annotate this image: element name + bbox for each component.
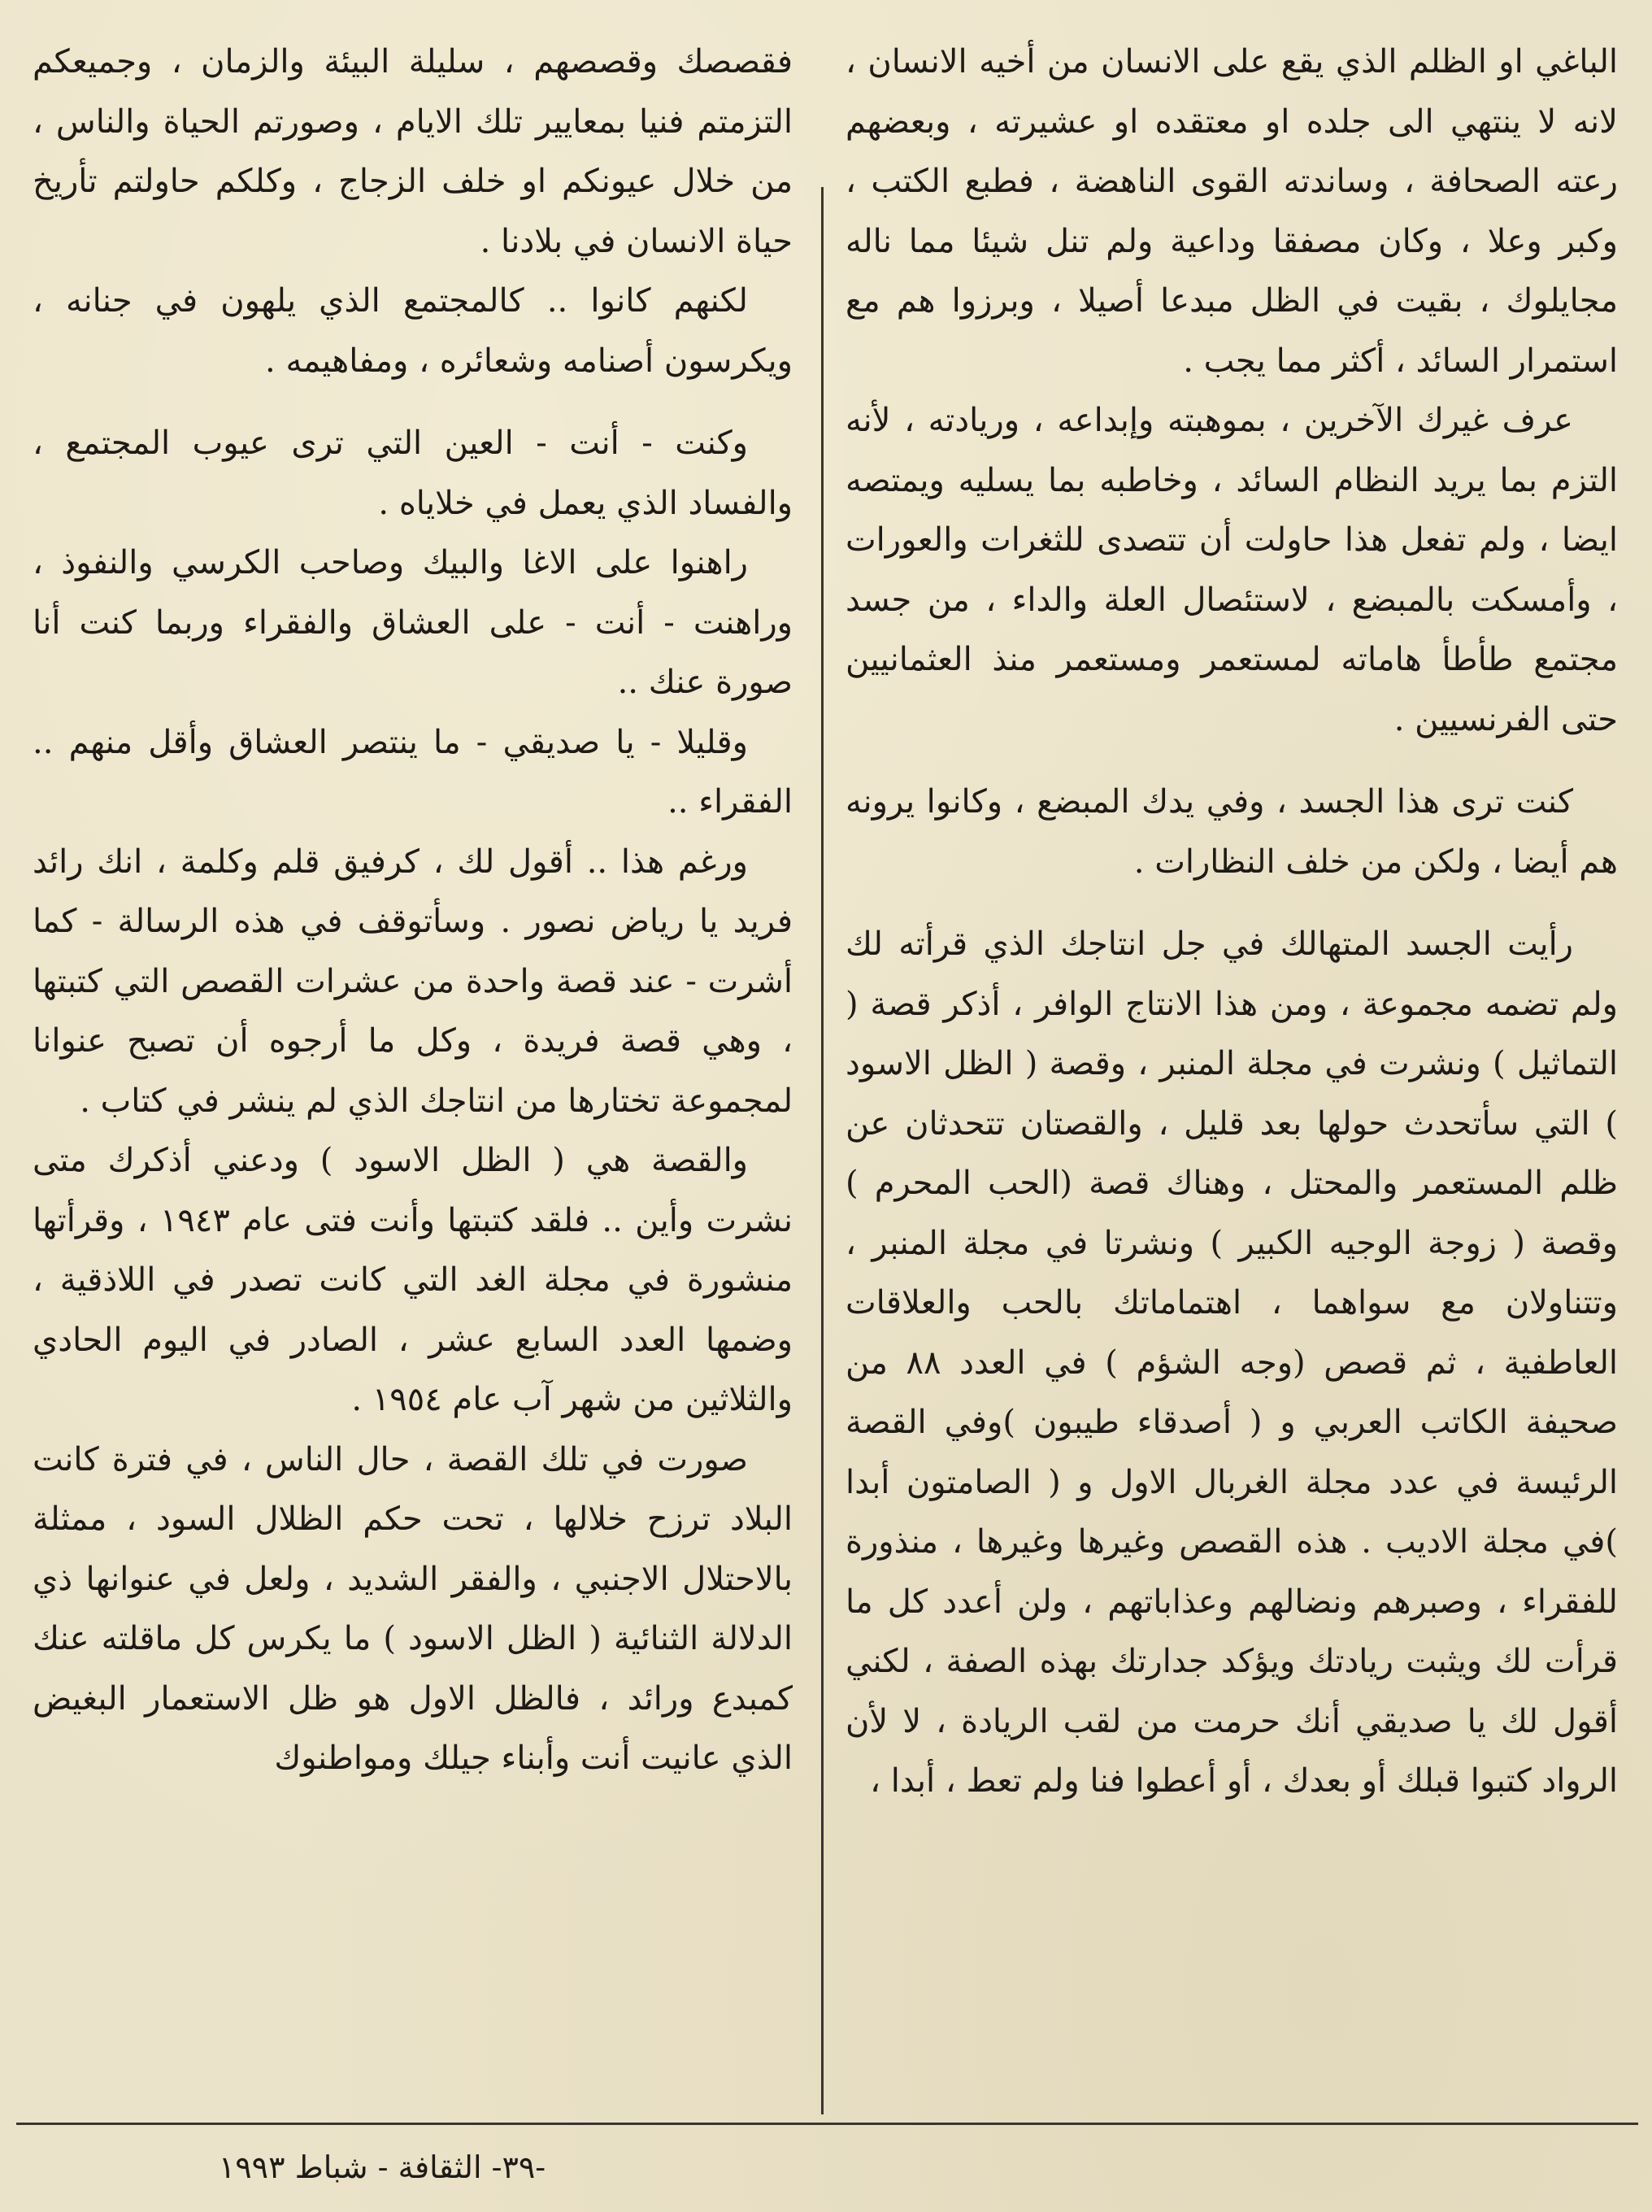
paragraph: صورت في تلك القصة ، حال الناس ، في فترة كانت البلاد ترزح خلالها ، تحت حكم الظلال السود ، ممثلة بالاحتلال الاجنبي ، والفقر الشديد ، ولعل في عنوانها ذي الدلالة الثنائية ( الظل الاسود ) ما يكرس كل ماقلته عنك كمبدع ورائد ، فالظل الاول هو ظل الاستعمار البغيض الذي عانيت أنت وأبناء جيلك ومواطنوك [33,1440,793,1777]
paragraph: رأيت الجسد المتهالك في جل انتاجك الذي قرأته لك ولم تضمه مجموعة ، ومن هذا الانتاج الوافر ، أذكر قصة ( التماثيل ) ونشرت في مجلة المنبر ، وقصة ( الظل الاسود ) التي سأتحدث حولها بعد قليل ، والقصتان تتحدثان عن ظلم المستعمر والمحتل ، وهناك قصة (الحب المحرم ) وقصة ( زوجة الوجيه الكبير ) ونشرتا في مجلة المنبر ، وتتناولان مع سواهما ، اهتماماتك بالحب والعلاقات العاطفية ، ثم قصص (وجه الشؤم ) في العدد ٨٨ من صحيفة الكاتب العربي و ( أصدقاء طيبون )وفي القصة الرئيسة في عدد مجلة الغربال الاول و ( الصامتون أبدا )في مجلة الاديب . هذه القصص وغيرها وغيرها ، منذورة للفقراء ، وصبرهم ونضالهم وعذاباتهم ، ولن أعدد كل ما قرأت لك ويثبت ريادتك ويؤكد جدارتك بهذه الصفة ، لكني أقول لك يا صديقي أنك حرمت من لقب الريادة ، لا لأن الرواد كتبوا قبلك أو بعدك ، أو أعطوا فنا ولم تعط ، أبدا ، [846,925,1618,1800]
paragraph: فقصصك وقصصهم ، سليلة البيئة والزمان ، وجميعكم التزمتم فنيا بمعايير تلك الايام ، وصورتم الحياة والناس ، من خلال عيونكم او خلف الزجاج ، وكلكم حاولتم تأريخ حياة الانسان في بلادنا . [33,43,793,260]
paragraph: والقصة هي ( الظل الاسود ) ودعني أذكرك متى نشرت وأين .. فلقد كتبتها وأنت فتى عام ١٩٤٣ ، وقرأتها منشورة في مجلة الغد التي كانت تصدر في اللاذقية ، وضمها العدد السابع عشر ، الصادر في اليوم الحادي والثلاثين من شهر آب عام ١٩٥٤ . [33,1142,793,1418]
paragraph: ورغم هذا .. أقول لك ، كرفيق قلم وكلمة ، انك رائد فريد يا رياض نصور . وسأتوقف في هذه الرسالة - كما أشرت - عند قصة واحدة من عشرات القصص التي كتبتها ، وهي قصة فريدة ، وكل ما أرجوه أن تصبح عنوانا لمجموعة تختارها من انتاجك الذي لم ينشر في كتاب . [33,843,793,1120]
article-column-right [846,33,1618,2082]
footer-divider [16,2123,1638,2125]
paragraph: وقليلا - يا صديقي - ما ينتصر العشاق وأقل منهم .. الفقراء .. [33,723,793,821]
paragraph: الباغي او الظلم الذي يقع على الانسان من أخيه الانسان ، لانه لا ينتهي الى جلده او معتقده او عشيرته ، وبعضهم رعته الصحافة ، وساندته القوى الناهضة ، فطبع الكتب ، وكبر وعلا ، وكان مصفقا وداعية ولم تنل شيئا مما ناله مجايلوك ، بقيت في الظل مبدعا أصيلا ، وبرزوا هم مع استمرار السائد ، أكثر مما يجب . [846,43,1618,380]
article-column-left [33,33,793,2082]
paragraph: كنت ترى هذا الجسد ، وفي يدك المبضع ، وكانوا يرونه هم أيضا ، ولكن من خلف النظارات . [846,783,1618,881]
paragraph: عرف غيرك الآخرين ، بموهبته وإبداعه ، وريادته ، لأنه التزم بما يريد النظام السائد ، وخاطبه بما يسليه ويمتصه ايضا ، ولم تفعل هذا حاولت أن تتصدى للثغرات والعورات ، وأمسكت بالمبضع ، لاستئصال العلة والداء ، من جسد مجتمع طأطأ هاماته لمستعمر ومستعمر منذ العثمانيين حتى الفرنسيين . [846,402,1618,738]
paragraph: لكنهم كانوا .. كالمجتمع الذي يلهون في جنانه ، ويكرسون أصنامه وشعائره ، ومفاهيمه . [33,282,793,380]
page-footer: -٣٩- الثقافة - شباط ١٩٩٣ [218,2149,546,2185]
paragraph: راهنوا على الاغا والبيك وصاحب الكرسي والنفوذ ، وراهنت - أنت - على العشاق والفقراء وربما كنت أنا صورة عنك .. [33,544,793,701]
column-divider [821,187,824,2114]
paragraph: وكنت - أنت - العين التي ترى عيوب المجتمع ، والفساد الذي يعمل في خلاياه . [33,425,793,522]
